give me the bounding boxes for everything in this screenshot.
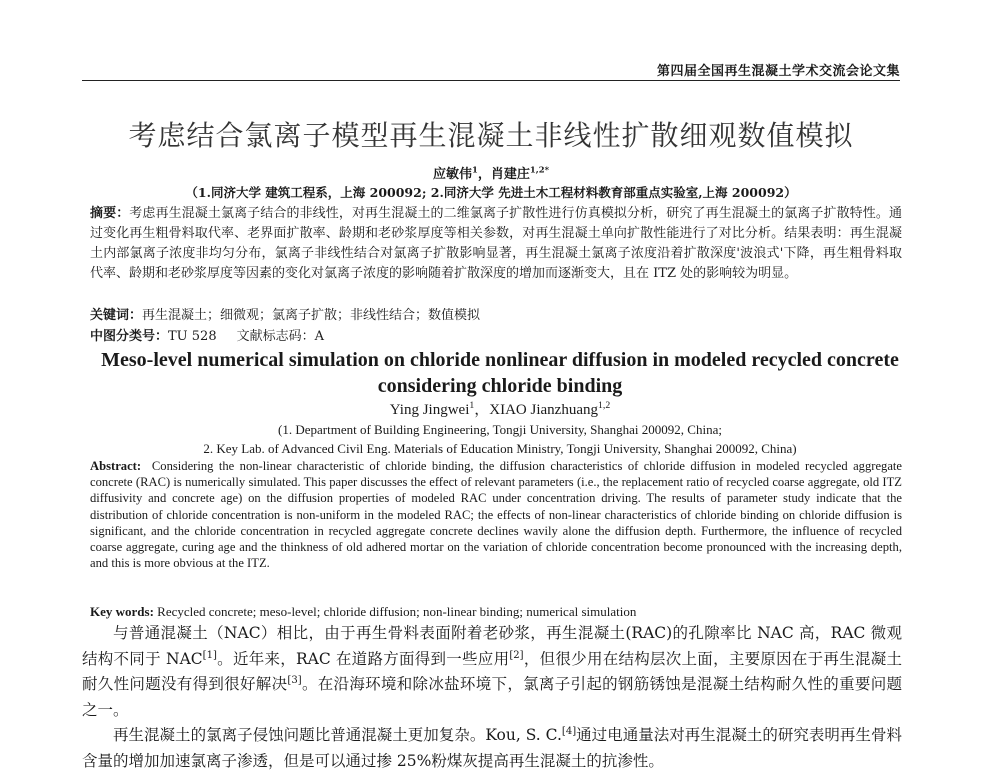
citation-2: [2] bbox=[509, 649, 524, 661]
keywords-cn-text: 再生混凝土；细微观；氯离子扩散；非线性结合；数值模拟 bbox=[142, 308, 481, 323]
author-2-en-sup: 1,2 bbox=[598, 400, 611, 411]
author-2-sup: 1,2* bbox=[529, 164, 549, 175]
citation-3: [3] bbox=[287, 674, 302, 686]
header-rule bbox=[82, 80, 900, 81]
running-head: 第四届全国再生混凝土学术交流会论文集 bbox=[656, 64, 900, 79]
keywords-cn-label: 关键词： bbox=[90, 308, 143, 323]
body-paragraph-2 bbox=[82, 723, 902, 774]
clc-label: 中图分类号： bbox=[90, 329, 169, 344]
body-p1-part-b: 。近年来，RAC 在道路方面得到一些应用 bbox=[216, 649, 510, 668]
author-2-en: ，XIAO Jianzhuang bbox=[474, 402, 598, 418]
abstract-cn-text: 考虑再生混凝土氯离子结合的非线性，对再生混凝土的二维氯离子扩散性进行仿真模拟分析，研究了再生混凝土的氯离子扩散特性。通过变化再生粗骨料取代率、老界面扩散率、龄期和老砂浆厚度等相关参数，对再生混凝土单向扩散性能进行了对比分析。结果表明：再生混凝土内部氯离子浓度非均匀分布，氯离子非线性结合对氯离子扩散影响显著，再生混凝土氯离子浓度沿着扩散深度'波浪式'下降，再生粗骨料取代率、龄期和老砂浆厚度等因素的变化对氯离子浓度的影响随着扩散深度的增加而逐渐变大，且在 ITZ 处的影响较为明显。 bbox=[90, 206, 902, 281]
author-2-cn: 肖建庄 bbox=[490, 167, 530, 182]
affiliation-cn: （1.同济大学 建筑工程系，上海 200092; 2.同济大学 先进土木工程材料教育部重点实验室,上海 200092） bbox=[185, 185, 797, 200]
classification bbox=[90, 327, 902, 347]
affiliation-en-2: 2. Key Lab. of Advanced Civil Eng. Materials of Education Ministry, Tongji University, Shanghai 200092, China) bbox=[203, 441, 797, 456]
abstract-cn bbox=[90, 204, 902, 284]
body-p2-part-b: 通过电通量法对再生混凝土的研究表明再生骨料含量的增加加速氯离子渗透，但是可以通过掺 25%粉煤灰提高再生混凝土的抗渗性。 bbox=[82, 726, 902, 770]
author-1-en: Ying Jingwei bbox=[389, 402, 470, 418]
body-p2-part-a: 再生混凝土的氯离子侵蚀问题比普通混凝土更加复杂。Kou, S. C. bbox=[113, 726, 562, 744]
body-p1-part-d: 。在沿海环境和除冰盐环境下，氯离子引起的钢筋锈蚀是混凝土结构耐久性的重要问题之一。 bbox=[82, 675, 902, 719]
body-p1-part-c: ，但很少用在结构层次上面，主要原因在于再生混凝土耐久性问题没有得到很好解决 bbox=[82, 649, 902, 693]
author-sep: ， bbox=[477, 167, 491, 182]
paper-title-en: Meso-level numerical simulation on chloride nonlinear diffusion in modeled recycled concrete considering chloride binding bbox=[101, 349, 899, 397]
author-1-cn: 应敏伟 bbox=[432, 167, 472, 182]
authors-cn bbox=[82, 163, 900, 182]
body-text bbox=[82, 621, 902, 774]
abstract-en-text: Considering the non-linear characteristic of chloride binding, the diffusion characteristics of chloride diffusion in modeled recycled aggregate concrete (RAC) is numerically simulated. This paper discusses the effect of relevant parameters (i.e., the replacement ratio of recycled coarse aggregate, old ITZ diffusivity and concrete age) on the diffusion properties of modeled RAC under concentration driving. The results of parameter study indicate that the distribution of chloride concentration is non-uniform in the modeled RAC; the effects of non-linear characteristics of chloride binding on chloride diffusion is significant, and the chloride concentration in recycled aggregate concrete declines wavily alone the diffusion depth. Furthermore, the influence of recycled coarse aggregate, curing age and the thinkness of old adhered mortar on the variation of chloride concentration become pronounced with the increasing depth, and this is more obvious at the ITZ. bbox=[90, 459, 903, 571]
body-p1-part-a: 与普通混凝土（NAC）相比，由于再生骨料表面附着老砂浆，再生混凝土(RAC)的孔隙率比 NAC 高，RAC 微观结构不同于 NAC bbox=[82, 624, 902, 668]
clc-value: TU 528 bbox=[168, 329, 217, 344]
abstract-en bbox=[90, 458, 902, 571]
doc-code-value: A bbox=[314, 329, 324, 344]
citation-1: [1] bbox=[202, 649, 217, 661]
abstract-en-label: Abstract: bbox=[90, 459, 142, 473]
author-1-en-sup: 1 bbox=[469, 400, 475, 411]
paper-title-cn: 考虑结合氯离子模型再生混凝土非线性扩散细观数值模拟 bbox=[128, 119, 854, 152]
authors-en bbox=[82, 398, 918, 419]
author-1-sup: 1 bbox=[472, 164, 478, 175]
doc-code-label: 文献标志码： bbox=[236, 329, 315, 344]
keywords-en-label: Key words: bbox=[90, 604, 154, 619]
affiliation-en bbox=[82, 420, 918, 458]
keywords-en bbox=[90, 604, 902, 620]
keywords-cn bbox=[90, 306, 902, 326]
abstract-cn-label: 摘要： bbox=[90, 206, 130, 221]
affiliation-en-1: (1. Department of Building Engineering, Tongji University, Shanghai 200092, China; bbox=[278, 422, 722, 437]
body-paragraph-1 bbox=[82, 621, 902, 723]
citation-4: [4] bbox=[561, 725, 577, 737]
keywords-en-text: Recycled concrete; meso-level; chloride diffusion; non-linear binding; numerical simulation bbox=[157, 604, 637, 619]
